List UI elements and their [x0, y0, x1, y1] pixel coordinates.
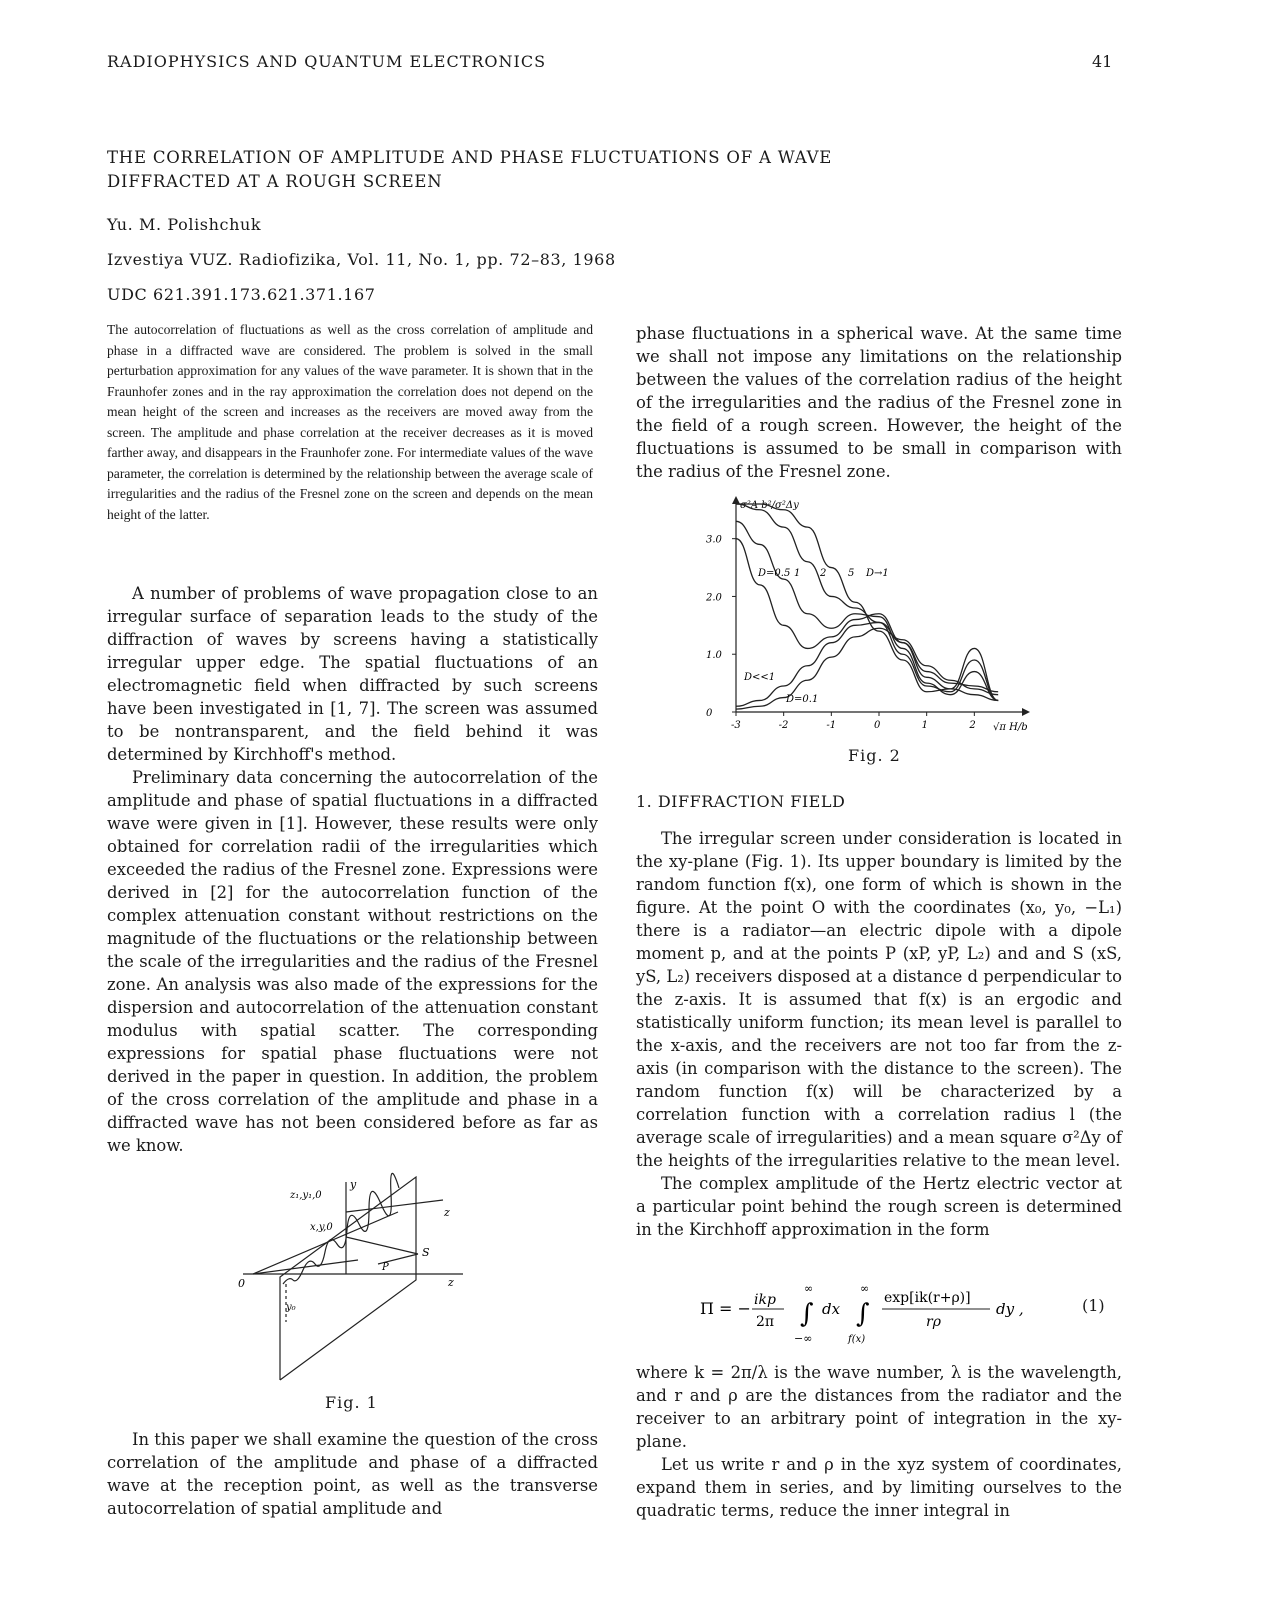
y-axis-arrow — [732, 496, 740, 504]
series-line — [736, 521, 998, 700]
eq-denominator-1: 2π — [756, 1314, 775, 1330]
paragraph: Preliminary data concerning the autocorrelation of the amplitude and phase of spatial fluctuations in a diffracted wave were given in [1]. However, these results were only obtained for correlation radii of the irregularities which exceeded the radius of the Fresnel zone. Expressions were derived in [2] for the autocorrelation function of the complex attenuation constant without restrictions on the magnitude of the fluctuations or the relationship between the scale of the irregularities and the radius of the Fresnel zone. An analysis was also made of the expressions for the dispersion and autocorrelation of the attenuation constant modulus with spatial scatter. The corresponding expressions for spatial phase fluctuations were not derived in the paper in question. In addition, the problem of the cross correlation of the amplitude and phase in a diffracted wave has not been considered before as far as we know. — [107, 768, 598, 1155]
series-line — [736, 622, 998, 706]
left-column — [107, 582, 598, 1157]
z-axis-label: z — [448, 1276, 454, 1289]
coord-label-top: z₁,y₁,0 — [290, 1190, 322, 1201]
paragraph: where k = 2π/λ is the wave number, λ is the wavelength, and r and ρ are the distances from the radiator and the receiver to an arbitrary point of integration in the xy-plane. — [636, 1363, 1122, 1451]
series-line — [736, 504, 998, 700]
equation-number: (1) — [1082, 1296, 1105, 1315]
udc-code: UDC 621.391.173.621.371.167 — [107, 285, 376, 304]
author: Yu. M. Polishchuk — [107, 215, 262, 234]
figure-2-chart — [700, 492, 1050, 742]
integral-sign-1: ∫ — [800, 1299, 814, 1329]
paragraph: The irregular screen under consideration is located in the xy-plane (Fig. 1). Its upper boundary is limited by the random function f(x), one form of which is shown in the figure. At the point O with the coordinates (x₀, y₀, −L₁) there is a radiator—an electric dipole with a dipole moment p, and at the points P (xP, yP, L₂) and and S (xS, yS, L₂) receivers disposed at a distance d perpendicular to the z-axis. It is assumed that f(x) is an ergodic and statistically uniform function; its mean level is parallel to the x-axis, and the receivers are not too far from the z-axis (in comparison with the distance to the screen). The random function f(x) will be characterized by a correlation function with a correlation radius l (the average scale of irregularities) and a mean square σ²Δy of the heights of the irregularities relative to the mean level. — [636, 829, 1122, 1170]
left-column-end — [107, 1428, 598, 1520]
eq-upper-limit-2: ∞ — [860, 1282, 870, 1295]
origin-label: 0 — [238, 1277, 245, 1290]
title-line-2: DIFFRACTED AT A ROUGH SCREEN — [107, 172, 443, 191]
x-axis-label: √π H/b — [993, 722, 1028, 733]
paragraph: phase fluctuations in a spherical wave. At the same time we shall not impose any limitations on the relationship between the values of the correlation radius of the height of the irregularities and the radius of the Fresnel zone in the field of a rough screen. However, the height of the fluctuations is assumed to be small in comparison with the radius of the Fresnel zone. — [636, 324, 1122, 481]
curve-label: 5 — [848, 568, 855, 579]
eq-lower-limit-1: −∞ — [794, 1332, 813, 1344]
coord-label-mid: x,y,0 — [310, 1222, 333, 1233]
right-column-section — [636, 827, 1122, 1241]
curve-label: 2 — [820, 568, 827, 579]
y-tick-label: 1.0 — [706, 650, 722, 662]
curve-label: D=0.5 — [758, 568, 791, 579]
right-column-end — [636, 1361, 1122, 1522]
eq-dy: dy , — [996, 1300, 1024, 1318]
y-axis-label: y — [350, 1178, 357, 1191]
curve-label: D=0.1 — [786, 694, 819, 705]
x-tick-label: -2 — [778, 720, 789, 731]
screen-plane — [280, 1177, 416, 1380]
article-title — [107, 146, 832, 194]
paragraph: In this paper we shall examine the question of the cross correlation of the amplitude and phase of a diffracted wave at the reception point, as well as the transverse autocorrelation of spatial amplitude and — [107, 1430, 598, 1518]
y-tick-label: 0 — [706, 708, 713, 719]
curve-label: 1 — [794, 568, 801, 579]
eq-numerator-1: ikp — [754, 1292, 776, 1308]
s-label: S — [422, 1246, 430, 1259]
right-column-continuation — [636, 322, 1122, 483]
x-axis — [346, 1200, 443, 1212]
x-axis-arrow — [1022, 708, 1030, 716]
series-line — [736, 628, 998, 709]
figure-2-caption: Fig. 2 — [848, 746, 901, 765]
x-tick-label: 2 — [969, 720, 976, 731]
title-line-1: THE CORRELATION OF AMPLITUDE AND PHASE FLUCTUATIONS OF A WAVE — [107, 148, 833, 167]
page-number: 41 — [1092, 52, 1113, 71]
abstract: The autocorrelation of fluctuations as well as the cross correlation of amplitude and phase in a diffracted wave are considered. The problem is solved in the small perturbation approximation for any values of the wave parameter. It is shown that in the Fraunhofer zones and in the ray approximation the correlation does not depend on the mean height of the screen and increases as the receivers are moved away from the screen. The amplitude and phase correlation at the receiver decreases as it is moved farther away, and disappears in the Fraunhofer zone. For intermediate values of the wave parameter, the correlation is determined by the relationship between the average scale of irregularities and the radius of the Fresnel zone on the screen and depends on the mean height of the latter. — [107, 322, 593, 522]
x-tick-label: -3 — [731, 720, 741, 731]
series-line — [736, 504, 998, 700]
curve-label: D<<1 — [744, 672, 776, 683]
paragraph: The complex amplitude of the Hertz electric vector at a particular point behind the rough screen is determined in the Kirchhoff approximation in the form — [636, 1174, 1122, 1239]
y0-label: y₀ — [286, 1302, 296, 1313]
eq-upper-limit-1: ∞ — [804, 1282, 814, 1295]
x-tick-label: -1 — [826, 720, 837, 731]
x-tick-label: 1 — [921, 720, 929, 731]
y-tick-label: 3.0 — [706, 534, 722, 546]
section-heading: 1. DIFFRACTION FIELD — [636, 792, 846, 811]
source-citation: Izvestiya VUZ. Radiofizika, Vol. 11, No. 1, pp. 72–83, 1968 — [107, 250, 616, 269]
eq-denominator-2: rρ — [926, 1314, 941, 1330]
eq-lhs: Π = − — [700, 1299, 751, 1318]
figure-1-caption: Fig. 1 — [325, 1393, 378, 1412]
running-title: RADIOPHYSICS AND QUANTUM ELECTRONICS — [107, 52, 547, 71]
eq-dx: dx — [822, 1300, 841, 1318]
x-axis-label: z — [444, 1206, 450, 1219]
x-tick-label: 0 — [874, 720, 881, 731]
y-axis-label: σ²A b²/σ²Δy — [740, 500, 799, 511]
paragraph: Let us write r and ρ in the xyz system of coordinates, expand them in series, and by limiting ourselves to the quadratic terms, reduce the inner integral in — [636, 1455, 1122, 1520]
series-line — [736, 539, 998, 701]
paragraph: A number of problems of wave propagation close to an irregular surface of separation leads to the study of the diffraction of waves by screens having a statistically irregular upper edge. The spatial fluctuations of an electromagnetic field when diffracted by such screens have been investigated in [1, 7]. The screen was assumed to be nontransparent, and the field behind it was determined by Kirchhoff's method. — [107, 584, 598, 764]
curve-label: D→1 — [866, 568, 889, 579]
integral-sign-2: ∫ — [856, 1299, 870, 1329]
p-label: P — [382, 1262, 389, 1273]
figure-1-diagram — [238, 1172, 468, 1390]
y-tick-label: 2.0 — [706, 592, 722, 604]
receiver-line — [346, 1237, 418, 1254]
eq-lower-limit-2: f(x) — [848, 1334, 866, 1344]
equation-1 — [700, 1282, 1120, 1344]
eq-numerator-2: exp[ik(r+ρ)] — [884, 1290, 971, 1306]
